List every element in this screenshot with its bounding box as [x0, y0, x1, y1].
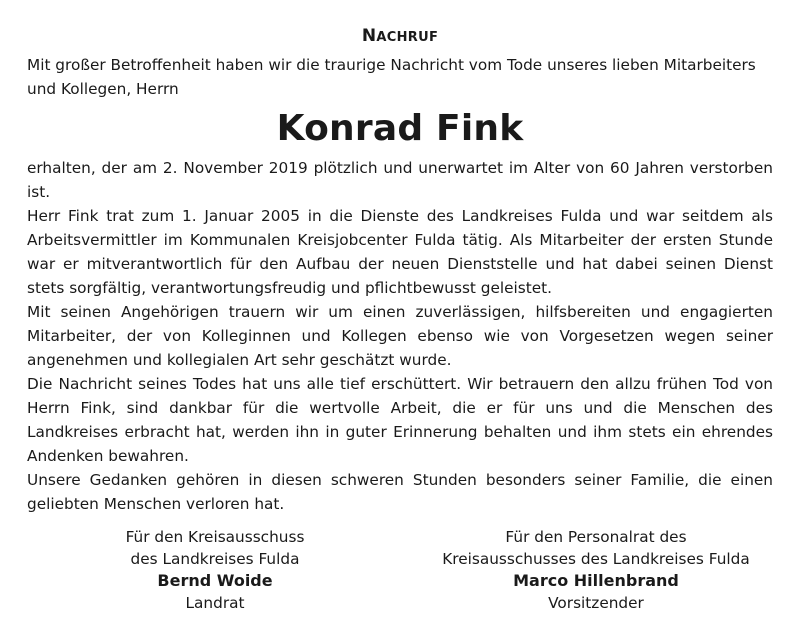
- obituary-notice: [27, 24, 773, 516]
- signature-line-2: des Landkreises Fulda: [130, 550, 300, 568]
- signature-role: Landrat: [185, 594, 245, 612]
- intro-paragraph: Mit großer Betroffenheit haben wir die traurige Nachricht vom Tode unseres lieben Mitarbeiters und Kollegen, Herrn: [27, 56, 756, 98]
- body-paragraph-3: Mit seinen Angehörigen trauern wir um einen zuverlässigen, hilfsbereiten und engagierten Mitarbeiter, der von Kolleginnen und Kollegen ebenso wie von Vorgesetzen wegen seiner angenehmen und kollegialen Art sehr geschätzt wurde.: [27, 303, 773, 369]
- body-paragraph-4: Die Nachricht seines Todes hat uns alle tief erschüttert. Wir betrauern den allzu frühen Tod von Herrn Fink, sind dankbar für die wertvolle Arbeit, die er für uns und die Menschen des Landkreises erbracht hat, werden ihn in guter Erinnerung behalten und ihm stets ein ehrendes Andenken bewahren.: [27, 375, 773, 465]
- body-paragraph-1: erhalten, der am 2. November 2019 plötzlich und unerwartet im Alter von 60 Jahren verstorben ist.: [27, 159, 773, 201]
- signature-line-1: Für den Personalrat des: [505, 528, 687, 546]
- heading-initial: N: [361, 26, 377, 46]
- deceased-name: Konrad Fink: [276, 108, 524, 149]
- body-paragraph-5: Unsere Gedanken gehören in diesen schweren Stunden besonders seiner Familie, die einen geliebten Menschen verloren hat.: [27, 471, 773, 513]
- signature-line-1: Für den Kreisausschuss: [125, 528, 305, 546]
- body-paragraph-2: Herr Fink trat zum 1. Januar 2005 in die Dienste des Landkreises Fulda und war seitdem als Arbeitsvermittler im Kommunalen Kreisjobcenter Fulda tätig. Als Mitarbeiter der ersten Stunde war er mitverantwortlich für den Aufbau der neuen Dienststelle und hat dabei seinen Dienst stets sorgfältig, verantwortungsfreudig und pflichtbewusst geleistet.: [27, 207, 773, 297]
- signature-name: Marco Hillenbrand: [513, 571, 679, 590]
- signature-block: [0, 526, 800, 626]
- signature-personalrat: [426, 526, 766, 614]
- heading-rest: ACHRUF: [376, 30, 439, 45]
- notice-heading: [27, 24, 773, 48]
- signature-role: Vorsitzender: [548, 594, 644, 612]
- signature-name: Bernd Woide: [157, 571, 273, 590]
- signature-kreisausschuss: [110, 526, 320, 614]
- signature-line-2: Kreisausschusses des Landkreises Fulda: [442, 550, 750, 568]
